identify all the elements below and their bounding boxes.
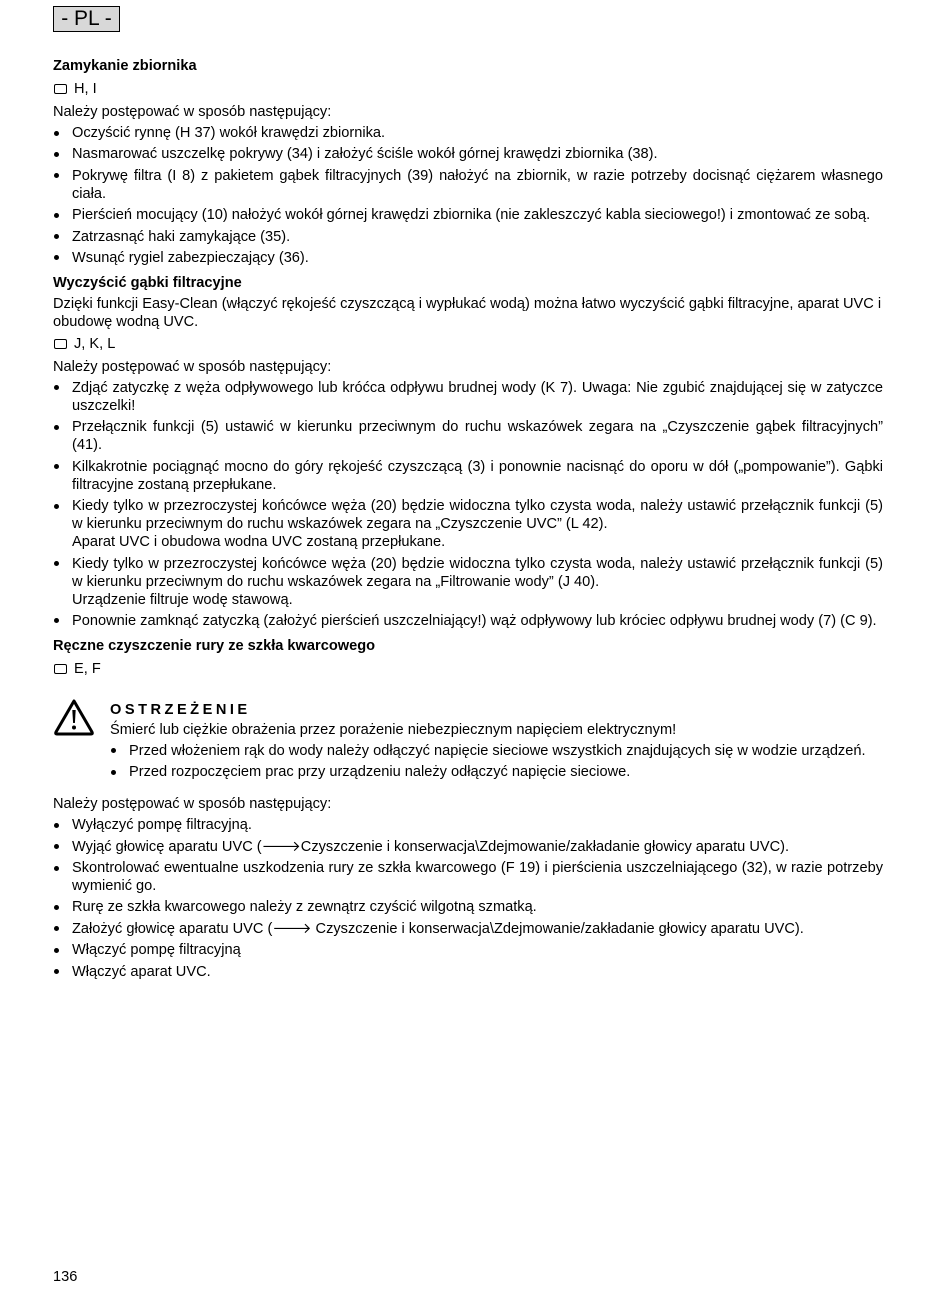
list-item: Przed włożeniem rąk do wody należy odłączyć napięcie sieciowe wszystkich znajdujących się w wodzie urządzeń. (110, 742, 883, 760)
list-item: Włączyć aparat UVC. (53, 963, 883, 981)
warning-title: OSTRZEŻENIE (110, 701, 251, 718)
list-item: Pierścień mocujący (10) nałożyć wokół górnej krawędzi zbiornika (nie zakleszczyć kabla sieciowego!) i zmontować ze sobą. (53, 206, 883, 224)
figure-ref-text: H, I (74, 81, 97, 97)
list-item: Rurę ze szkła kwarcowego należy z zewnątrz czyścić wilgotną szmatką. (53, 898, 883, 916)
section-title-quartz: Ręczne czyszczenie rury ze szkła kwarcowego (53, 637, 376, 654)
intro-text: Należy postępować w sposób następujący: (53, 104, 332, 120)
list-item: Przed rozpoczęciem prac przy urządzeniu należy odłączyć napięcie sieciowe. (110, 763, 883, 781)
warning-box (53, 701, 883, 781)
list-item: Kilkakrotnie pociągnąć mocno do góry rękojeść czyszczącą (3) i ponownie nacisnąć do oporu w dół („pompowanie”). Gąbki filtracyjne zostaną przepłukane. (53, 458, 883, 494)
list-item-subtext: Aparat UVC i obudowa wodna UVC zostaną przepłukane. (72, 534, 446, 551)
figure-icon (54, 339, 67, 349)
figure-ref (53, 79, 883, 99)
list-item: Zdjąć zatyczkę z węża odpływowego lub króćca odpływu brudnej wody (K 7). Uwaga: Nie zgubić znajdującej się w zatyczce uszczelki! (53, 379, 883, 415)
list-item: Przełącznik funkcji (5) ustawić w kierunku przeciwnym do ruchu wskazówek zegara na „Czyszczenie gąbek filtracyjnych” (41). (53, 418, 883, 454)
figure-icon (54, 664, 67, 674)
figure-ref-text: E, F (74, 660, 101, 677)
document-body (53, 56, 883, 984)
closing-steps (53, 124, 883, 267)
list-item: Wsunąć rygiel zabezpieczający (36). (53, 249, 883, 267)
quartz-steps (53, 816, 883, 980)
list-item: Włączyć pompę filtracyjną (53, 941, 883, 959)
intro-text: Należy postępować w sposób następujący: (53, 358, 332, 375)
sponge-steps (53, 379, 883, 630)
list-item: Ponownie zamknąć zatyczką (założyć pierścień uszczelniający!) wąż odpływowy lub króciec odpływu brudnej wody (7) (C 9). (53, 612, 883, 630)
figure-ref (53, 659, 883, 679)
language-label: - PL - (53, 6, 120, 32)
list-item-subtext: Urządzenie filtruje wodę stawową. (72, 591, 293, 608)
warning-triangle-icon (53, 698, 95, 736)
list-item: Założyć głowicę aparatu UVC (🡒 Czyszczenie i konserwacja\Zdejmowanie/zakładanie głowicy aparatu UVC). (53, 920, 883, 938)
list-item: Wyłączyć pompę filtracyjną. (53, 816, 883, 834)
list-item (53, 555, 883, 609)
figure-icon (54, 84, 67, 94)
warning-text: Śmierć lub ciężkie obrażenia przez porażenie niebezpiecznym napięciem elektrycznym! (110, 721, 677, 738)
section-title-closing: Zamykanie zbiornika (53, 58, 197, 74)
list-item: Skontrolować ewentualne uszkodzenia rury ze szkła kwarcowego (F 19) i pierścienia uszczelniającego (32), w razie potrzeby wymienić go. (53, 859, 883, 895)
figure-ref (53, 334, 883, 354)
list-item-text: Kiedy tylko w przezroczystej końcówce węża (20) będzie widoczna tylko czysta woda, należy ustawić przełącznik funkcji (5) w kierunku przeciwnym do ruchu wskazówek zegara na „Filtrowanie wody” (J 40). (72, 555, 883, 590)
figure-ref-text: J, K, L (74, 335, 116, 352)
page-number: 136 (53, 1269, 78, 1285)
list-item: Nasmarować uszczelkę pokrywy (34) i założyć ściśle wokół górnej krawędzi zbiornika (38). (53, 145, 883, 163)
list-item: Zatrzasnąć haki zamykające (35). (53, 228, 883, 246)
list-item-text: Kiedy tylko w przezroczystej końcówce węża (20) będzie widoczna tylko czysta woda, należy ustawić przełącznik funkcji (5) w kierunku przeciwnym do ruchu wskazówek zegara na „Czyszczenie UVC” (L 42). (72, 498, 883, 533)
list-item: Pokrywę filtra (I 8) z pakietem gąbek filtracyjnych (39) nałożyć na zbiornik, w razie potrzeby docisnąć ciężarem własnego ciała. (53, 167, 883, 203)
list-item: Wyjąć głowicę aparatu UVC (🡒Czyszczenie i konserwacja\Zdejmowanie/zakładanie głowicy aparatu UVC). (53, 838, 883, 856)
warning-list (110, 742, 883, 781)
section-title-sponges: Wyczyścić gąbki filtracyjne (53, 274, 242, 291)
section-description: Dzięki funkcji Easy-Clean (włączyć rękojeść czyszczącą i wypłukać wodą) można łatwo wyczyścić gąbki filtracyjne, aparat UVC i obudowę wodną UVC. (53, 295, 882, 330)
list-item: Oczyścić rynnę (H 37) wokół krawędzi zbiornika. (53, 124, 883, 142)
list-item (53, 497, 883, 551)
intro-text: Należy postępować w sposób następujący: (53, 796, 332, 813)
